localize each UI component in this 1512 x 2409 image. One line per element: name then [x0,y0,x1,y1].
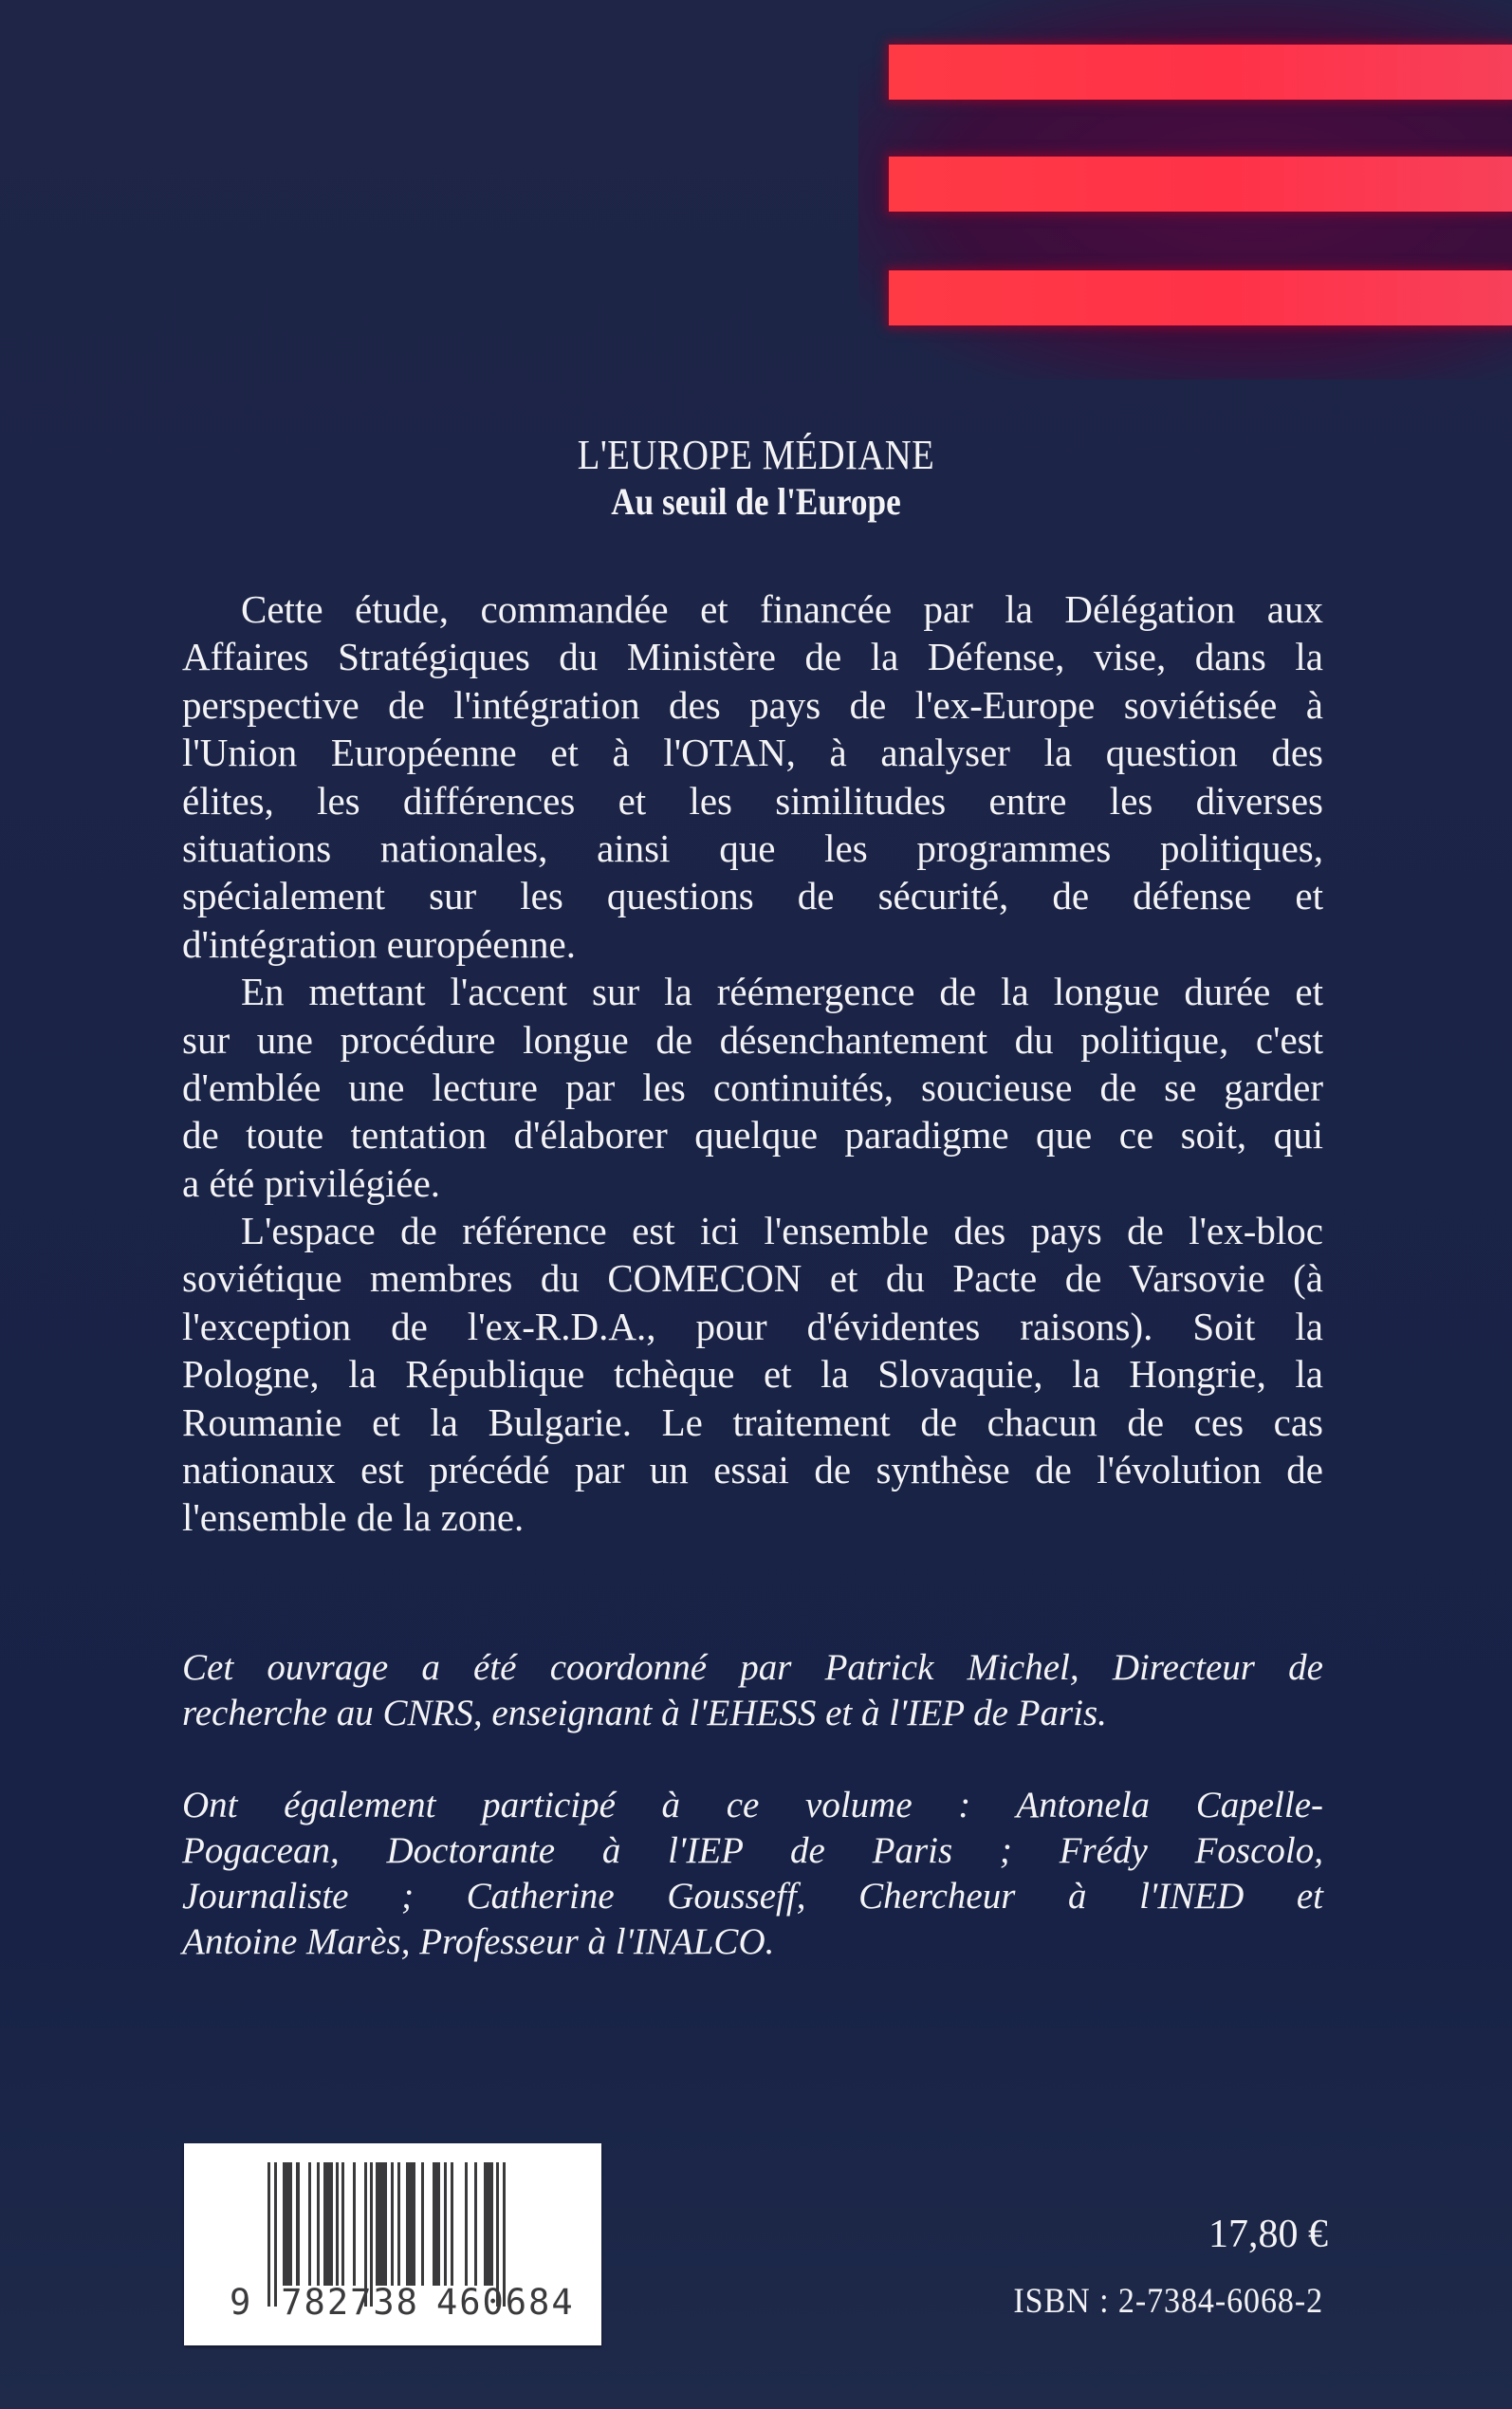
text-line: sur une procédure longue de désenchantement du politique, c'est [182,1017,1323,1062]
text-line: Pogacean, Doctorante à l'IEP de Paris ; Frédy Foscolo, [182,1830,1323,1871]
text-line: élites, les différences et les similitudes entre les diverses [182,778,1323,823]
text-line: soviétique membres du COMECON et du Pacte de Varsovie (à [182,1256,1323,1301]
isbn: ISBN : 2-7384-6068-2 [1013,2282,1323,2321]
text-line: a été privilégiée. [182,1160,441,1205]
paragraph-2 [182,968,1323,1207]
paragraph-3 [182,1207,1323,1542]
text-line: nationaux est précédé par un essai de synthèse de l'évolution de [182,1448,1323,1492]
text-line: perspective de l'intégration des pays de l'ex-Europe soviétisée à [182,682,1323,727]
text-line: L'espace de référence est ici l'ensemble des pays de l'ex-bloc [241,1209,1323,1253]
book-subtitle: Au seuil de l'Europe [611,480,901,523]
text-line: Cet ouvrage a été coordonné par Patrick Michel, Directeur de [182,1647,1323,1688]
text-line: situations nationales, ainsi que les programmes politiques, [182,825,1323,870]
price: 17,80 € [1208,2213,1328,2256]
text-line: En mettant l'accent sur la réémergence de la longue durée et [241,970,1323,1014]
text-line: Journaliste ; Catherine Gousseff, Chercheur à l'INED et [182,1876,1323,1917]
barcode-digits [230,2284,575,2322]
text-line: l'exception de l'ex-R.D.A., pour d'évidentes raisons). Soit la [182,1304,1323,1348]
text-line: recherche au CNRS, enseignant à l'EHESS et à l'IEP de Paris. [182,1693,1107,1733]
text-line: de toute tentation d'élaborer quelque paradigme que ce soit, qui [182,1113,1323,1158]
red-stripe-1 [889,45,1512,100]
barcode-group-1: 782738 [281,2282,419,2323]
title-block [0,432,1512,525]
text-line: spécialement sur les questions de sécurité, de défense et [182,874,1323,918]
paragraph-1 [182,585,1323,968]
barcode-lead-digit: 9 [230,2282,253,2323]
blurb [182,585,1323,1542]
text-line: Antoine Marès, Professeur à l'INALCO. [182,1921,775,1962]
barcode [184,2143,601,2345]
text-line: l'Union Européenne et à l'OTAN, à analyser la question des [182,731,1323,775]
text-line: l'ensemble de la zone. [182,1495,525,1540]
barcode-group-2: 460684 [435,2282,575,2323]
text-line: Cette étude, commandée et financée par la Délégation aux [241,587,1323,631]
text-line: Affaires Stratégiques du Ministère de la Défense, vise, dans la [182,635,1323,679]
coordinator-credit [182,1645,1323,1736]
red-stripe-3 [889,270,1512,325]
text-line: d'emblée une lecture par les continuités, soucieuse de se garder [182,1065,1323,1109]
contributors-credit [182,1783,1323,1965]
text-line: d'intégration européenne. [182,921,576,966]
red-stripe-2 [889,157,1512,212]
text-line: Pologne, la République tchèque et la Slovaquie, la Hongrie, la [182,1352,1323,1397]
text-line: Ont également participé à ce volume : Antonela Capelle- [182,1785,1323,1825]
book-title: L'EUROPE MÉDIANE [577,432,935,478]
text-line: Roumanie et la Bulgarie. Le traitement de chacun de ces cas [182,1399,1323,1444]
